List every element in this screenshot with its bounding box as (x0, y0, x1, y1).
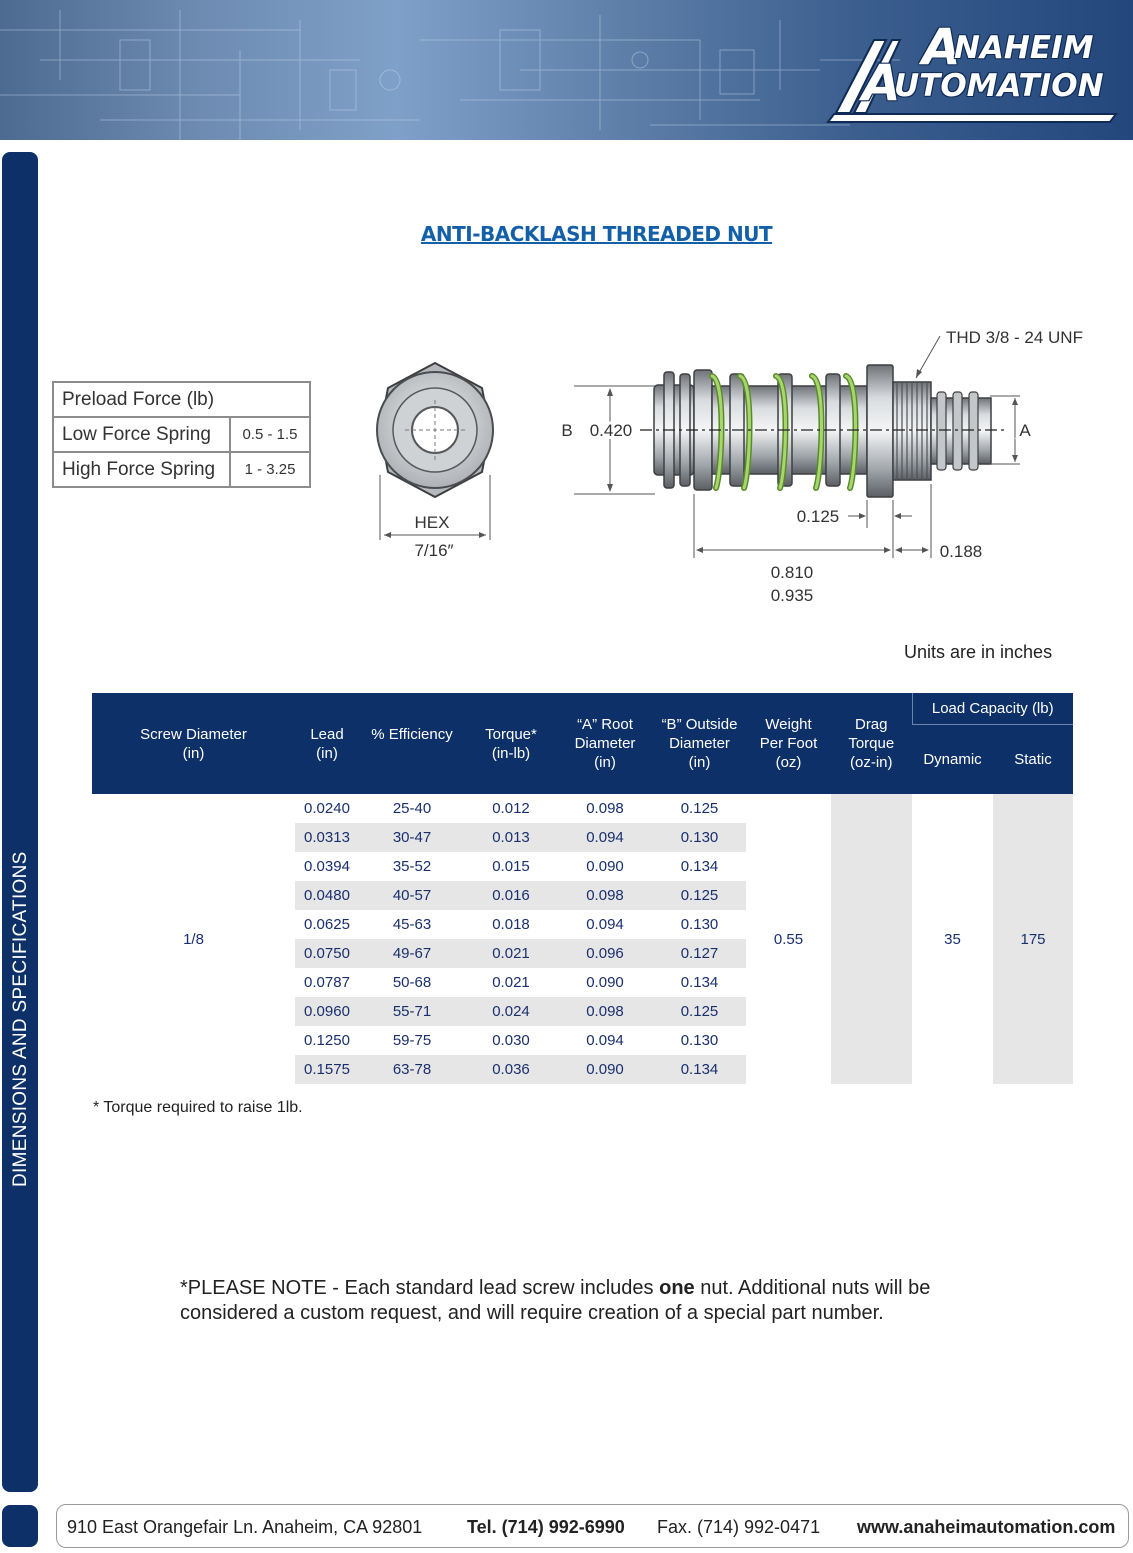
cell-lead: 0.1250 (304, 1032, 350, 1049)
sidebar-footer-block (2, 1505, 38, 1547)
cell-eff: 40-57 (359, 881, 465, 910)
cell-screw-diameter: 1/8 (183, 930, 204, 948)
cell-torque: 0.012 (492, 800, 530, 817)
cell-b: 0.134 (680, 974, 719, 991)
cell-eff: 35-52 (392, 858, 432, 875)
page-title: ANTI-BACKLASH THREADED NUT (420, 222, 773, 246)
cell-torque: 0.030 (492, 1032, 530, 1049)
col-weight: Weight Per Foot (oz) (746, 693, 831, 794)
cell-b: 0.130 (680, 1032, 719, 1049)
cell-torque: 0.021 (465, 939, 557, 968)
cell-torque: 0.016 (465, 881, 557, 910)
cell-eff: 45-63 (392, 916, 432, 933)
col-efficiency: % Efficiency (359, 693, 465, 794)
thread-callout: THD 3/8 - 24 UNF (946, 328, 1083, 347)
torque-footnote: * Torque required to raise 1lb. (93, 1099, 303, 1116)
preload-value: 0.5 - 1.5 (230, 417, 310, 452)
preload-value: 1 - 3.25 (230, 452, 310, 487)
cell-eff: 50-68 (392, 974, 432, 991)
cell-a: 0.098 (557, 881, 653, 910)
logo-line2: UTOMATION (894, 68, 1104, 104)
cell-a: 0.094 (586, 1032, 624, 1049)
cell-b: 0.130 (653, 823, 746, 852)
cell-torque: 0.036 (465, 1055, 557, 1084)
cell-lead: 0.0313 (295, 823, 359, 852)
hex-label: HEX (414, 513, 450, 532)
cell-eff: 30-47 (359, 823, 465, 852)
dim-b-label: B (561, 421, 573, 440)
col-dynamic: Dynamic (912, 724, 993, 794)
col-lead: Lead (in) (295, 693, 359, 794)
footer-fax: Fax. (714) 992-0471 (657, 1517, 821, 1537)
preload-label: High Force Spring (53, 452, 230, 487)
col-a-root: “A” Root Diameter (in) (557, 693, 653, 794)
logo-initial-a2: A (862, 54, 901, 112)
dim-a-label: A (1019, 421, 1031, 440)
cell-lead: 0.1575 (295, 1055, 359, 1084)
cell-lead: 0.0960 (295, 997, 359, 1026)
dim-0125: 0.125 (796, 507, 840, 526)
cell-lead: 0.0240 (304, 800, 350, 817)
cell-eff: 59-75 (392, 1032, 432, 1049)
please-note (180, 1276, 1000, 1326)
cell-lead: 0.0750 (295, 939, 359, 968)
dim-0810: 0.810 (770, 563, 814, 582)
cell-eff: 63-78 (359, 1055, 465, 1084)
cell-a: 0.090 (586, 858, 624, 875)
note-text-after: nut. Additional nuts will be considered a custom request, and will require creation of a special part number. (180, 1277, 931, 1324)
cell-static: 175 (993, 794, 1073, 1084)
cell-a: 0.098 (557, 997, 653, 1026)
footer (56, 1504, 1129, 1548)
cell-b: 0.130 (680, 916, 719, 933)
cell-dynamic: 35 (944, 930, 961, 948)
cell-a: 0.094 (557, 823, 653, 852)
cell-a: 0.094 (586, 916, 624, 933)
spec-table (92, 693, 1073, 1084)
cell-eff: 25-40 (392, 800, 432, 817)
cell-b: 0.125 (653, 881, 746, 910)
footer-phone[interactable]: Tel. (714) 992-6990 (467, 1517, 625, 1537)
dim-b-value: 0.420 (589, 421, 633, 440)
col-torque: Torque* (in-lb) (465, 693, 557, 794)
cell-a: 0.098 (586, 800, 624, 817)
cell-b: 0.127 (653, 939, 746, 968)
note-text-bold: one (659, 1277, 695, 1299)
hex-size: 7/16″ (414, 541, 454, 560)
cell-torque: 0.018 (492, 916, 530, 933)
cell-b: 0.134 (653, 1055, 746, 1084)
units-note: Units are in inches (904, 642, 1053, 662)
cell-b: 0.125 (653, 997, 746, 1026)
cell-torque: 0.024 (465, 997, 557, 1026)
sidebar-label: DIMENSIONS AND SPECIFICATIONS (10, 851, 31, 1187)
col-screw: Screw Diameter (in) (92, 693, 295, 794)
cell-lead: 0.0480 (295, 881, 359, 910)
cell-a: 0.090 (586, 974, 624, 991)
dim-0188: 0.188 (939, 542, 983, 561)
cell-eff: 55-71 (359, 997, 465, 1026)
footer-website-link[interactable]: www.anaheimautomation.com (857, 1517, 1116, 1537)
col-drag: Drag Torque (oz-in) (831, 693, 912, 794)
cell-torque: 0.015 (492, 858, 530, 875)
nut-drawing (0, 0, 1133, 620)
spec-header-row (92, 693, 1073, 724)
footer-address: 910 East Orangefair Ln. Anaheim, CA 92801 (67, 1517, 423, 1537)
preload-header: Preload Force (lb) (53, 382, 310, 417)
cell-b: 0.134 (680, 858, 719, 875)
nut-side-view (561, 328, 1083, 605)
table-row (92, 794, 1073, 823)
cell-lead: 0.0394 (304, 858, 350, 875)
cell-weight: 0.55 (773, 930, 804, 948)
dim-0935: 0.935 (770, 586, 814, 605)
cell-b: 0.125 (680, 800, 719, 817)
hex-end-view (377, 363, 493, 560)
cell-lead: 0.0787 (304, 974, 350, 991)
cell-a: 0.090 (557, 1055, 653, 1084)
cell-lead: 0.0625 (304, 916, 350, 933)
logo-line1: NAHEIM (954, 30, 1094, 66)
cell-torque: 0.013 (465, 823, 557, 852)
note-text-before: *PLEASE NOTE - Each standard lead screw includes (180, 1277, 660, 1299)
preload-label: Low Force Spring (53, 417, 230, 452)
col-static: Static (993, 724, 1073, 794)
col-b-outside: “B” Outside Diameter (in) (653, 693, 746, 794)
cell-torque: 0.021 (492, 974, 530, 991)
cell-eff: 49-67 (359, 939, 465, 968)
logo-initial-a: A (922, 18, 961, 76)
cell-a: 0.096 (557, 939, 653, 968)
cell-drag (831, 794, 912, 1084)
col-load-capacity: Load Capacity (lb) (912, 693, 1073, 724)
